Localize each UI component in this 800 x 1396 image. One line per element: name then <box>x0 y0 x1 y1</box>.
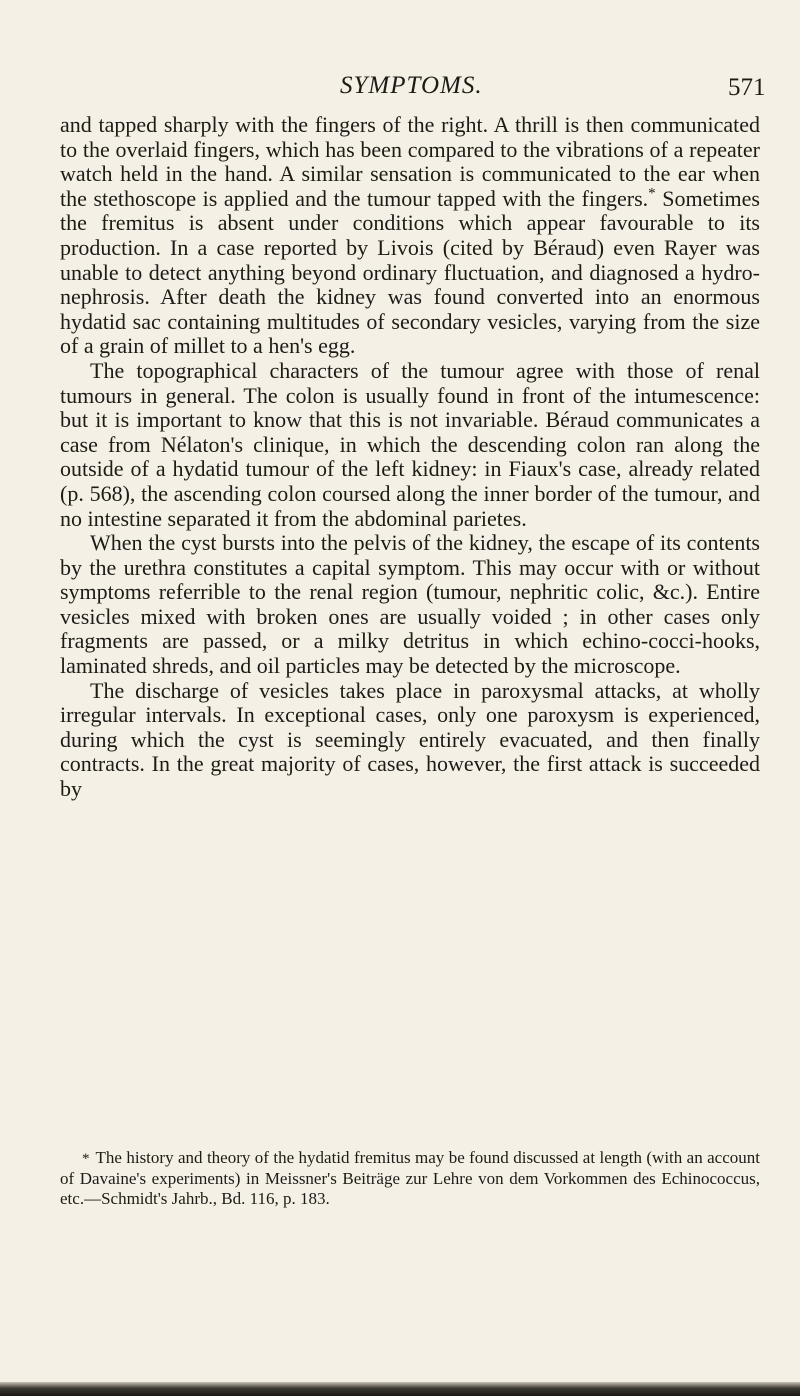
page-number: 571 <box>728 74 766 101</box>
footnote-paragraph <box>60 1148 760 1209</box>
paragraph-text: and tapped sharply with the fingers of the right. A thrill is then communicated to the overlaid fingers, which has been compared to the vibrations of a repeater watch held in the hand. A similar sensation is communicated to the ear when the stethoscope is applied and the tumour tapped with the fingers. <box>60 112 760 211</box>
footnote <box>60 1148 760 1209</box>
paragraph-text: Sometimes the fremitus is absent under conditions which appear favourable to its production. In a case reported by Livois (cited by Béraud) even Rayer was unable to detect anything beyond ordinary fluctuation, and diagnosed a hydro-nephrosis. After death the kidney was found converted into an enormous hydatid sac containing multitudes of secondary vesicles, varying from the size of a grain of millet to a hen's egg. <box>60 185 760 359</box>
paragraph: When the cyst bursts into the pelvis of the kidney, the escape of its contents by the urethra constitutes a capital symptom. This may occur with or without symptoms referrible to the renal region (tumour, nephritic colic, &c.). Entire vesicles mixed with broken ones are usually voided ; in other cases only fragments are passed, or a milky detritus in which echino-cocci-hooks, laminated shreds, and oil particles may be detected by the microscope. <box>60 530 760 679</box>
footnote-text: The history and theory of the hydatid fremitus may be found discussed at length (with an account of Davaine's experiments) in Meissner's Beiträge zur Lehre von dem Vorkommen des Echinococcus, etc.—Schmidt's Jahrb., Bd. 116, p. 183. <box>60 1148 760 1208</box>
running-title: SYMPTOMS. <box>340 72 483 99</box>
page-bottom-edge <box>0 1382 800 1396</box>
paragraph: The discharge of vesicles takes place in paroxysmal attacks, at wholly irregular intervals. In exceptional cases, only one paroxysm is experienced, during which the cyst is seemingly entirely evacuated, and then finally contracts. In the great majority of cases, however, the first attack is succeeded by <box>60 677 760 802</box>
paragraph <box>60 113 760 359</box>
paragraph: The topographical characters of the tumour agree with those of renal tumours in general. The colon is usually found in front of the intumescence: but it is important to know that this is not invariable. Béraud communicates a case from Nélaton's clinique, in which the descending colon ran along the outside of a hydatid tumour of the left kidney: in Fiaux's case, already related (p. 568), the ascending colon coursed along the inner border of the tumour, and no intestine separated it from the abdominal parietes. <box>60 357 760 531</box>
footnote-marker: * <box>648 185 656 202</box>
body-text <box>60 113 760 802</box>
running-head <box>0 72 800 112</box>
footnote-ref: * <box>82 1151 90 1167</box>
